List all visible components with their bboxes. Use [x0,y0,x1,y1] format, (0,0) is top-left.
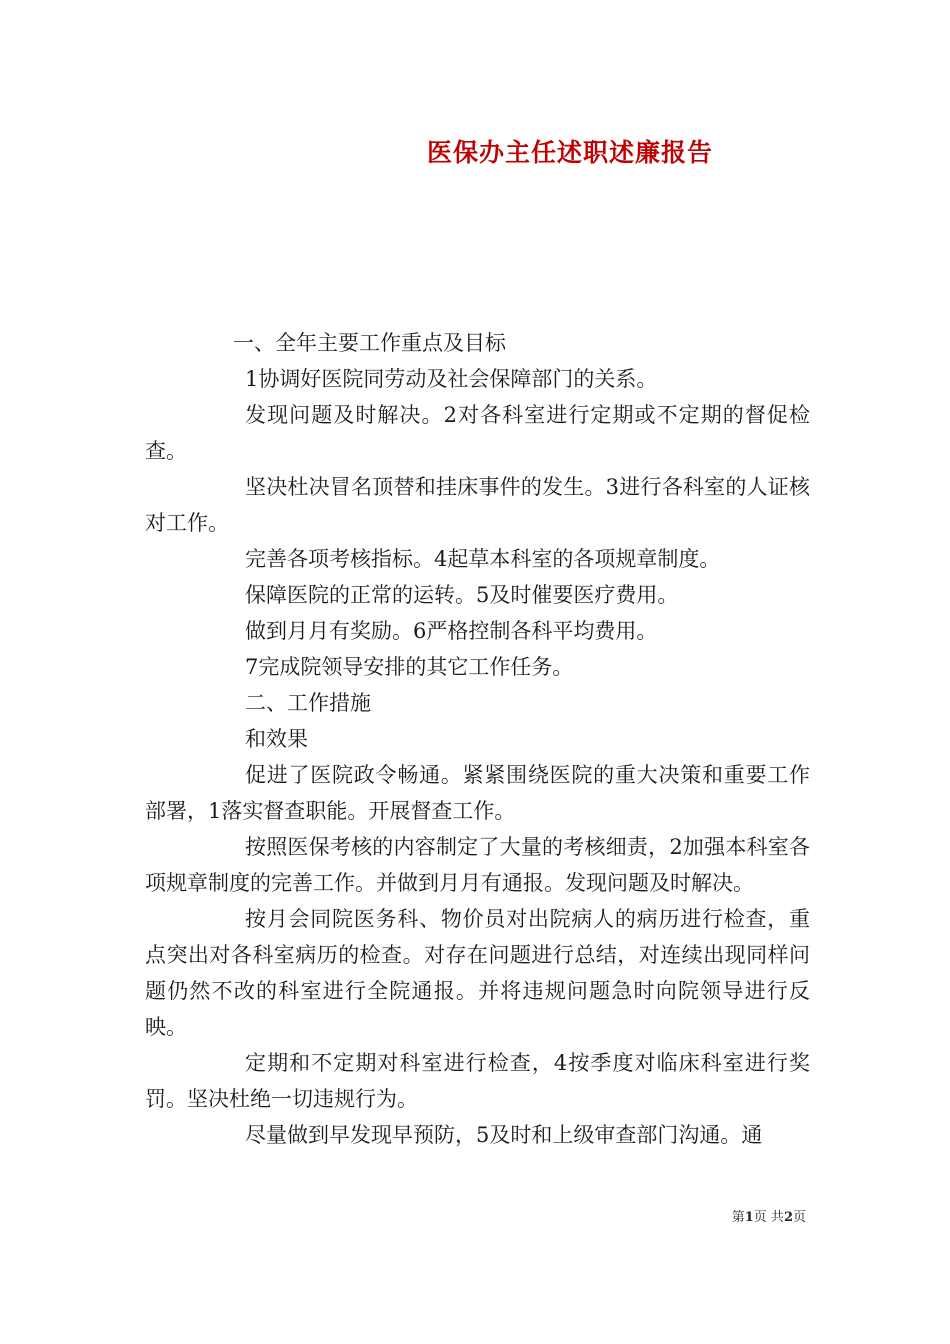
paragraph: 发现问题及时解决。2对各科室进行定期或不定期的督促检查。 [145,403,810,463]
paragraph: 坚决杜决冒名顶替和挂床事件的发生。3进行各科室的人证核对工作。 [145,475,810,535]
paragraph: 尽量做到早发现早预防，5及时和上级审查部门沟通。通 [245,1123,763,1147]
paragraph: 按照医保考核的内容制定了大量的考核细责，2加强本科室各项规章制度的完善工作。并做到月月有通报。发现问题及时解决。 [145,835,810,895]
paragraph: 和效果 [245,727,308,751]
section-heading: 一、全年主要工作重点及目标 [233,331,506,355]
document-title: 医保办主任述职述廉报告 [426,138,713,167]
footer-prefix: 第 [731,1210,745,1225]
footer-suffix: 页 [792,1210,806,1225]
paragraph: 促进了医院政令畅通。紧紧围绕医院的重大决策和重要工作部署，1落实督查职能。开展督查工作。 [145,763,810,823]
paragraph: 1协调好医院同劳动及社会保障部门的关系。 [245,367,658,391]
paragraph: 7完成院领导安排的其它工作任务。 [245,655,574,679]
page-footer [0,1206,806,1225]
footer-middle: 页 共 [753,1210,784,1225]
document-body [145,325,810,1153]
paragraph: 按月会同院医务科、物价员对出院病人的病历进行检查，重点突出对各科室病历的检查。对存在问题进行总结，对连续出现同样问题仍然不改的科室进行全院通报。并将违规问题急时向院领导进行反映。 [145,907,810,1039]
paragraph: 完善各项考核指标。4起草本科室的各项规章制度。 [245,547,721,571]
paragraph: 做到月月有奖励。6严格控制各科平均费用。 [245,619,658,643]
paragraph: 保障医院的正常的运转。5及时催要医疗费用。 [245,583,679,607]
paragraph: 定期和不定期对科室进行检查，4按季度对临床科室进行奖罚。坚决杜绝一切违规行为。 [145,1051,810,1111]
current-page-number: 1 [744,1210,754,1225]
total-pages-number: 2 [783,1210,793,1225]
section-heading: 二、工作措施 [245,691,371,715]
